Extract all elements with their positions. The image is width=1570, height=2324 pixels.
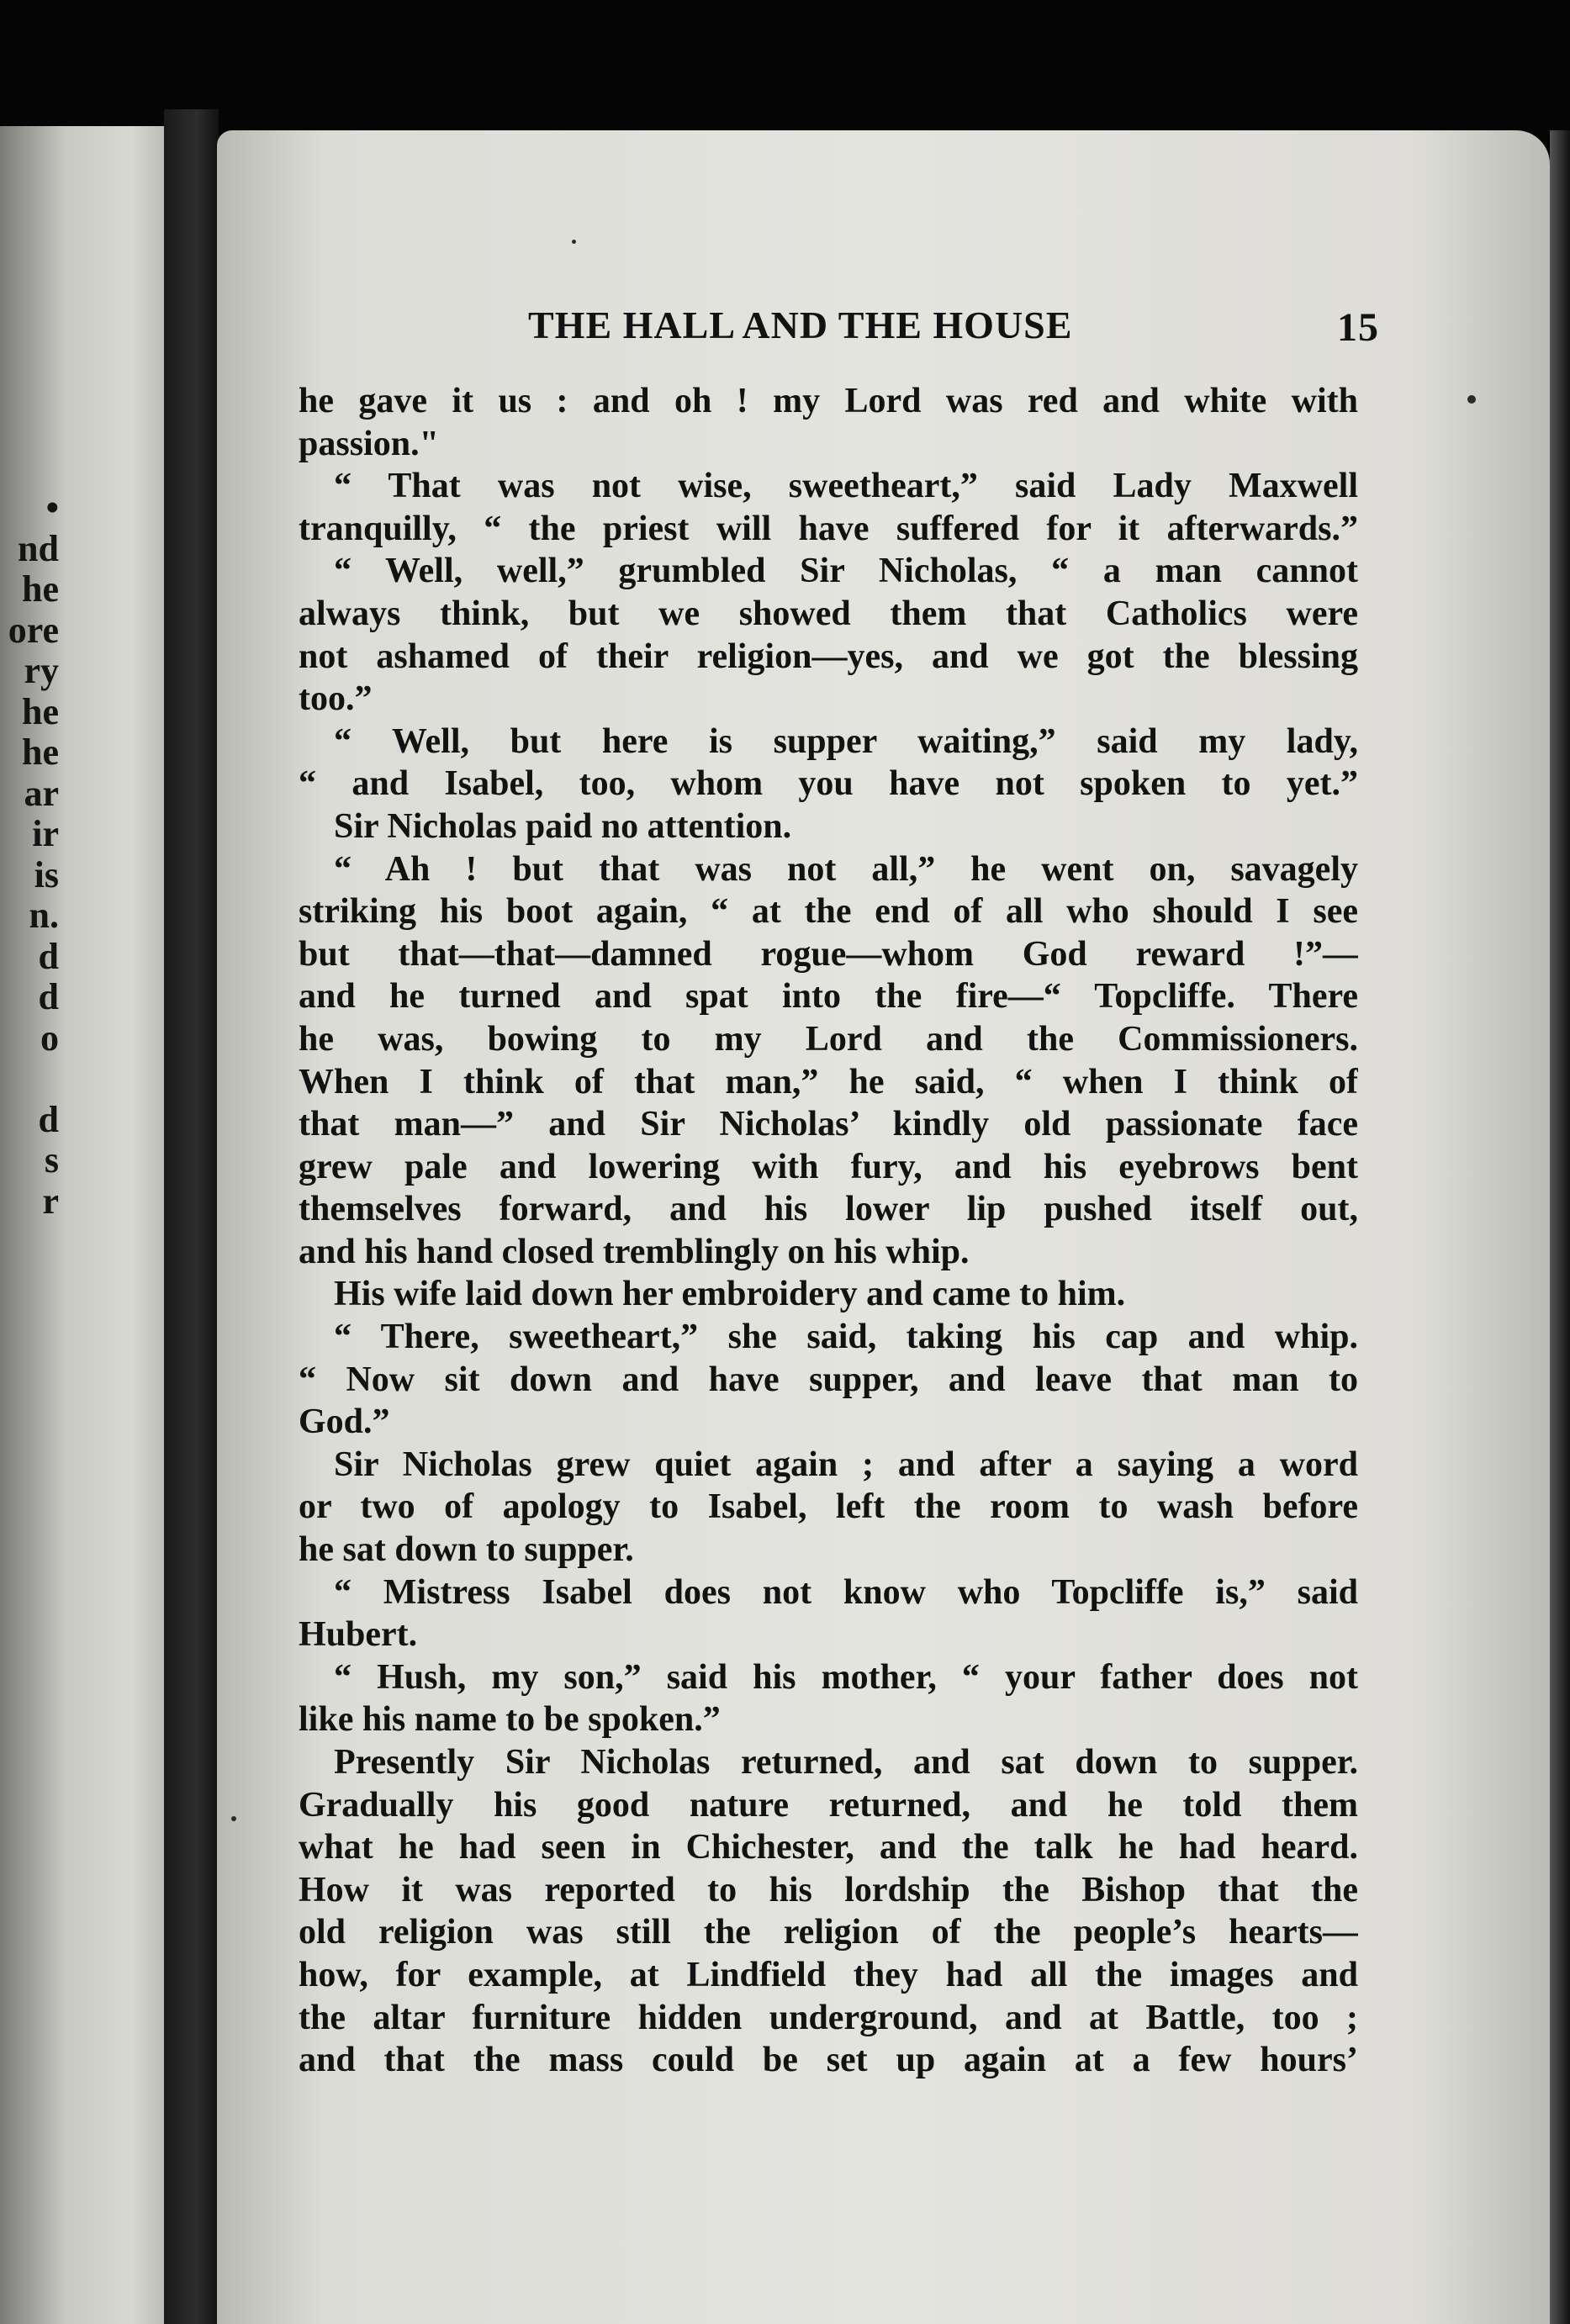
text-line: How it was reported to his lordship the Bishop that the [299, 1870, 1358, 1909]
text-line: Sir Nicholas paid no attention. [334, 806, 792, 846]
left-page-fragment: ir [32, 814, 59, 854]
text-line: grew pale and lowering with fury, and his eyebrows bent [299, 1147, 1358, 1186]
left-page-fragment [0, 1222, 59, 1263]
text-line: he sat down to supper. [299, 1530, 634, 1570]
text-line: he was, bowing to my Lord and the Commissioners. [299, 1019, 1358, 1059]
body-text [299, 380, 1358, 2082]
text-line: passion." [299, 424, 439, 463]
left-page-text-fragments [0, 488, 59, 1303]
left-page-fragment: ry [24, 651, 59, 691]
dust-speck [231, 1816, 236, 1821]
text-line: old religion was still the religion of the people’s hearts— [299, 1913, 1358, 1952]
running-head [303, 303, 1379, 362]
text-line: His wife laid down her embroidery and came to him. [334, 1275, 1126, 1314]
left-page-fragment: o [40, 1017, 59, 1059]
text-line: “ Ah ! but that was not all,” he went on, savagely [334, 849, 1358, 889]
text-line: Hubert. [299, 1615, 418, 1655]
text-line: “ Well, but here is supper waiting,” said my lady, [334, 721, 1358, 761]
left-page-fragment: s [44, 1140, 59, 1180]
text-line: not ashamed of their religion—yes, and we got the blessing [299, 636, 1358, 676]
text-line: “ Mistress Isabel does not know who Topcliffe is,” said [334, 1572, 1358, 1612]
text-line: “ Now sit down and have supper, and leave that man to [299, 1360, 1358, 1399]
text-line: striking his boot again, “ at the end of all who should I see [299, 892, 1358, 932]
text-line: but that—that—damned rogue—whom God reward !”— [299, 934, 1358, 974]
dust-speck [1467, 395, 1476, 404]
running-title: THE HALL AND THE HOUSE [528, 304, 1073, 346]
right-page-edge-shadow [1550, 130, 1570, 2324]
left-page-fragment: he [22, 732, 59, 773]
text-line: themselves forward, and his lower lip pushed itself out, [299, 1190, 1358, 1229]
left-page-fragment: d [38, 936, 59, 977]
text-line: like his name to be spoken.” [299, 1700, 721, 1740]
text-line: what he had seen in Chichester, and the talk he had heard. [299, 1828, 1358, 1867]
left-page-fragment: d [38, 1099, 59, 1140]
dust-speck [572, 240, 576, 244]
text-line: too.” [299, 679, 373, 719]
text-line: the altar furniture hidden underground, and at Battle, too ; [299, 1998, 1358, 2037]
left-page-fragment: • [45, 488, 59, 528]
text-line: or two of apology to Isabel, left the room to wash before [299, 1487, 1358, 1527]
left-page-fragment: n. [29, 895, 59, 936]
left-page-fragment: r [42, 1180, 59, 1222]
text-line: Presently Sir Nicholas returned, and sat down to supper. [334, 1743, 1358, 1782]
text-line: Gradually his good nature returned, and he told them [299, 1785, 1358, 1825]
text-line: how, for example, at Lindfield they had all the images and [299, 1955, 1358, 1994]
book-gutter [164, 109, 219, 2324]
left-page-fragment: nd [18, 528, 59, 569]
text-line: that man—” and Sir Nicholas’ kindly old passionate face [299, 1105, 1358, 1144]
text-line: and his hand closed tremblingly on his whip. [299, 1232, 970, 1271]
text-line: always think, but we showed them that Catholics were [299, 594, 1358, 633]
left-page-fragment: he [22, 569, 59, 610]
text-line: When I think of that man,” he said, “ when I think of [299, 1062, 1358, 1101]
text-line: “ That was not wise, sweetheart,” said Lady Maxwell [334, 467, 1358, 506]
left-page-fragment: ore [8, 610, 59, 651]
left-page-fragment: ar [24, 773, 59, 814]
left-page-fragment: d [38, 977, 59, 1017]
text-line: “ There, sweetheart,” she said, taking his cap and whip. [334, 1318, 1358, 1357]
left-page-fragment: is [34, 854, 59, 895]
text-line: Sir Nicholas grew quiet again ; and after a saying a word [334, 1445, 1358, 1484]
left-page-fragment: he [22, 691, 59, 732]
text-line: and that the mass could be set up again at a few hours’ [299, 2041, 1358, 2080]
text-line: and he turned and spat into the fire—“ Topcliffe. There [299, 977, 1358, 1017]
left-page-fragment [0, 1263, 59, 1304]
left-page-edge [0, 126, 164, 2324]
text-line: God.” [299, 1402, 390, 1442]
page-number: 15 [1337, 305, 1379, 350]
left-page-fragment [0, 1059, 59, 1100]
text-line: “ and Isabel, too, whom you have not spoken to yet.” [299, 764, 1358, 804]
text-line: tranquilly, “ the priest will have suffered for it afterwards.” [299, 509, 1358, 548]
text-line: “ Well, well,” grumbled Sir Nicholas, “ a man cannot [334, 552, 1358, 591]
text-line: he gave it us : and oh ! my Lord was red and white with [299, 382, 1358, 420]
text-line: “ Hush, my son,” said his mother, “ your father does not [334, 1657, 1358, 1697]
